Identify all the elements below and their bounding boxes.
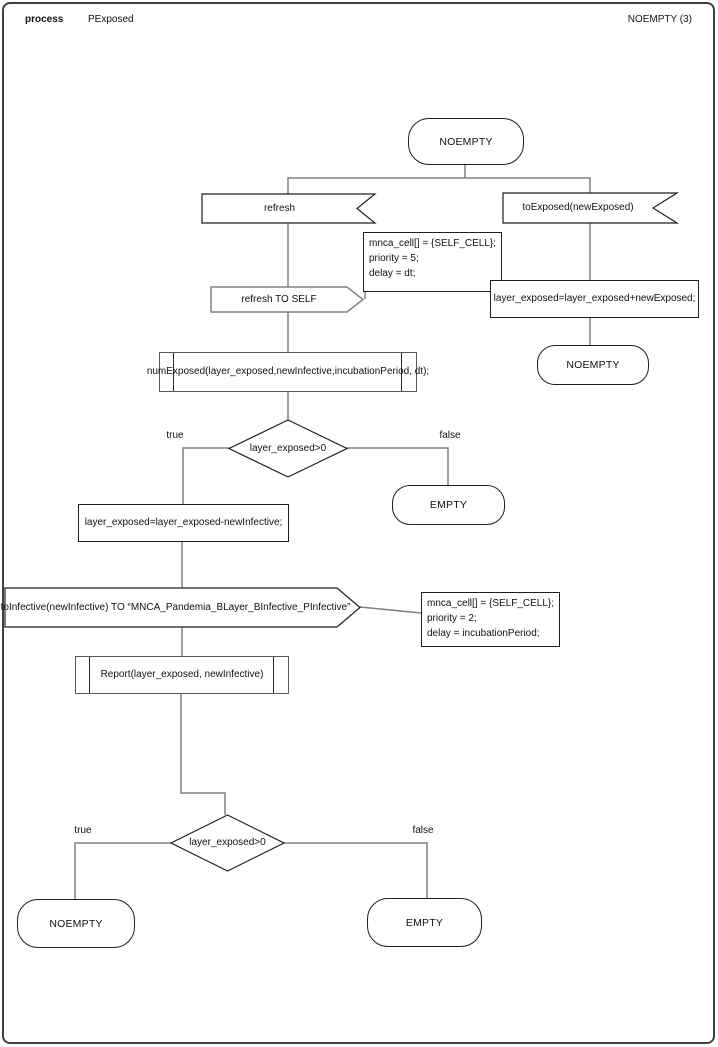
state-label: NOEMPTY bbox=[49, 917, 103, 930]
assign-label: layer_exposed=layer_exposed+newExposed; bbox=[493, 293, 696, 304]
send-label: refresh TO SELF bbox=[241, 293, 317, 305]
state-start-noempty[interactable] bbox=[408, 118, 524, 165]
state-label: NOEMPTY bbox=[439, 135, 493, 148]
header-kind-label: process bbox=[25, 14, 64, 25]
branch-false-label: false bbox=[439, 430, 461, 441]
header-state-label: NOEMPTY (3) bbox=[627, 14, 692, 25]
branch-true-label: true bbox=[74, 825, 92, 836]
edge-note-infective-link bbox=[360, 607, 421, 613]
subroutine-bar bbox=[273, 657, 274, 693]
note-line: mnca_cell[] = {SELF_CELL}; bbox=[427, 598, 555, 609]
event-refresh[interactable] bbox=[202, 194, 375, 223]
note-line: mnca_cell[] = {SELF_CELL}; bbox=[369, 238, 497, 249]
state-label: NOEMPTY bbox=[566, 359, 620, 371]
note-line: priority = 2; bbox=[427, 613, 477, 624]
edge-decision2-true bbox=[75, 843, 171, 899]
branch-false-label: false bbox=[412, 825, 434, 836]
state-label: EMPTY bbox=[405, 916, 444, 929]
event-toexposed[interactable] bbox=[503, 193, 677, 223]
header-process-name: PExposed bbox=[88, 14, 134, 25]
note-infective-params[interactable] bbox=[421, 592, 560, 647]
subroutine-report[interactable] bbox=[75, 656, 289, 694]
decision-label: layer_exposed>0 bbox=[249, 442, 327, 454]
edge-split-horizontal bbox=[288, 178, 590, 194]
assign-label: layer_exposed=layer_exposed-newInfective; bbox=[84, 517, 283, 528]
state-noempty-bottom[interactable] bbox=[17, 899, 135, 948]
send-label: toInfective(newInfective) TO “MNCA_Pandemia_BLayer_BInfective_PInfective” bbox=[0, 601, 351, 613]
edge-decision1-false bbox=[347, 448, 448, 485]
edge-decision2-false bbox=[284, 843, 427, 898]
note-refresh-params[interactable] bbox=[363, 232, 502, 292]
edge-decision1-true bbox=[183, 448, 229, 504]
state-noempty-right[interactable] bbox=[537, 345, 649, 385]
decision-layer-exposed-2[interactable] bbox=[171, 815, 284, 871]
state-empty-mid[interactable] bbox=[392, 485, 505, 525]
event-label: toExposed(newExposed) bbox=[522, 202, 634, 213]
note-line: priority = 5; bbox=[369, 253, 419, 264]
decision-label: layer_exposed>0 bbox=[189, 837, 266, 848]
send-toinfective[interactable] bbox=[0, 588, 360, 627]
decision-layer-exposed-1[interactable] bbox=[229, 420, 347, 477]
branch-true-label: true bbox=[166, 430, 184, 441]
subroutine-label: Report(layer_exposed, newInfective) bbox=[100, 669, 264, 680]
send-refresh-to-self[interactable] bbox=[211, 287, 363, 312]
note-line: delay = incubationPeriod; bbox=[427, 628, 540, 639]
event-label: refresh bbox=[263, 202, 296, 214]
state-empty-bottom[interactable] bbox=[367, 898, 482, 947]
assign-add-exposed[interactable] bbox=[490, 280, 699, 318]
state-label: EMPTY bbox=[429, 499, 468, 511]
edge-report-to-decision2 bbox=[181, 692, 225, 815]
assign-subtract-infective[interactable] bbox=[78, 504, 289, 542]
note-line: delay = dt; bbox=[369, 268, 416, 279]
subroutine-label: numExposed(layer_exposed,newInfective,incubationPeriod, dt); bbox=[146, 366, 430, 377]
subroutine-numexposed[interactable] bbox=[146, 352, 430, 392]
subroutine-bar bbox=[89, 657, 90, 693]
